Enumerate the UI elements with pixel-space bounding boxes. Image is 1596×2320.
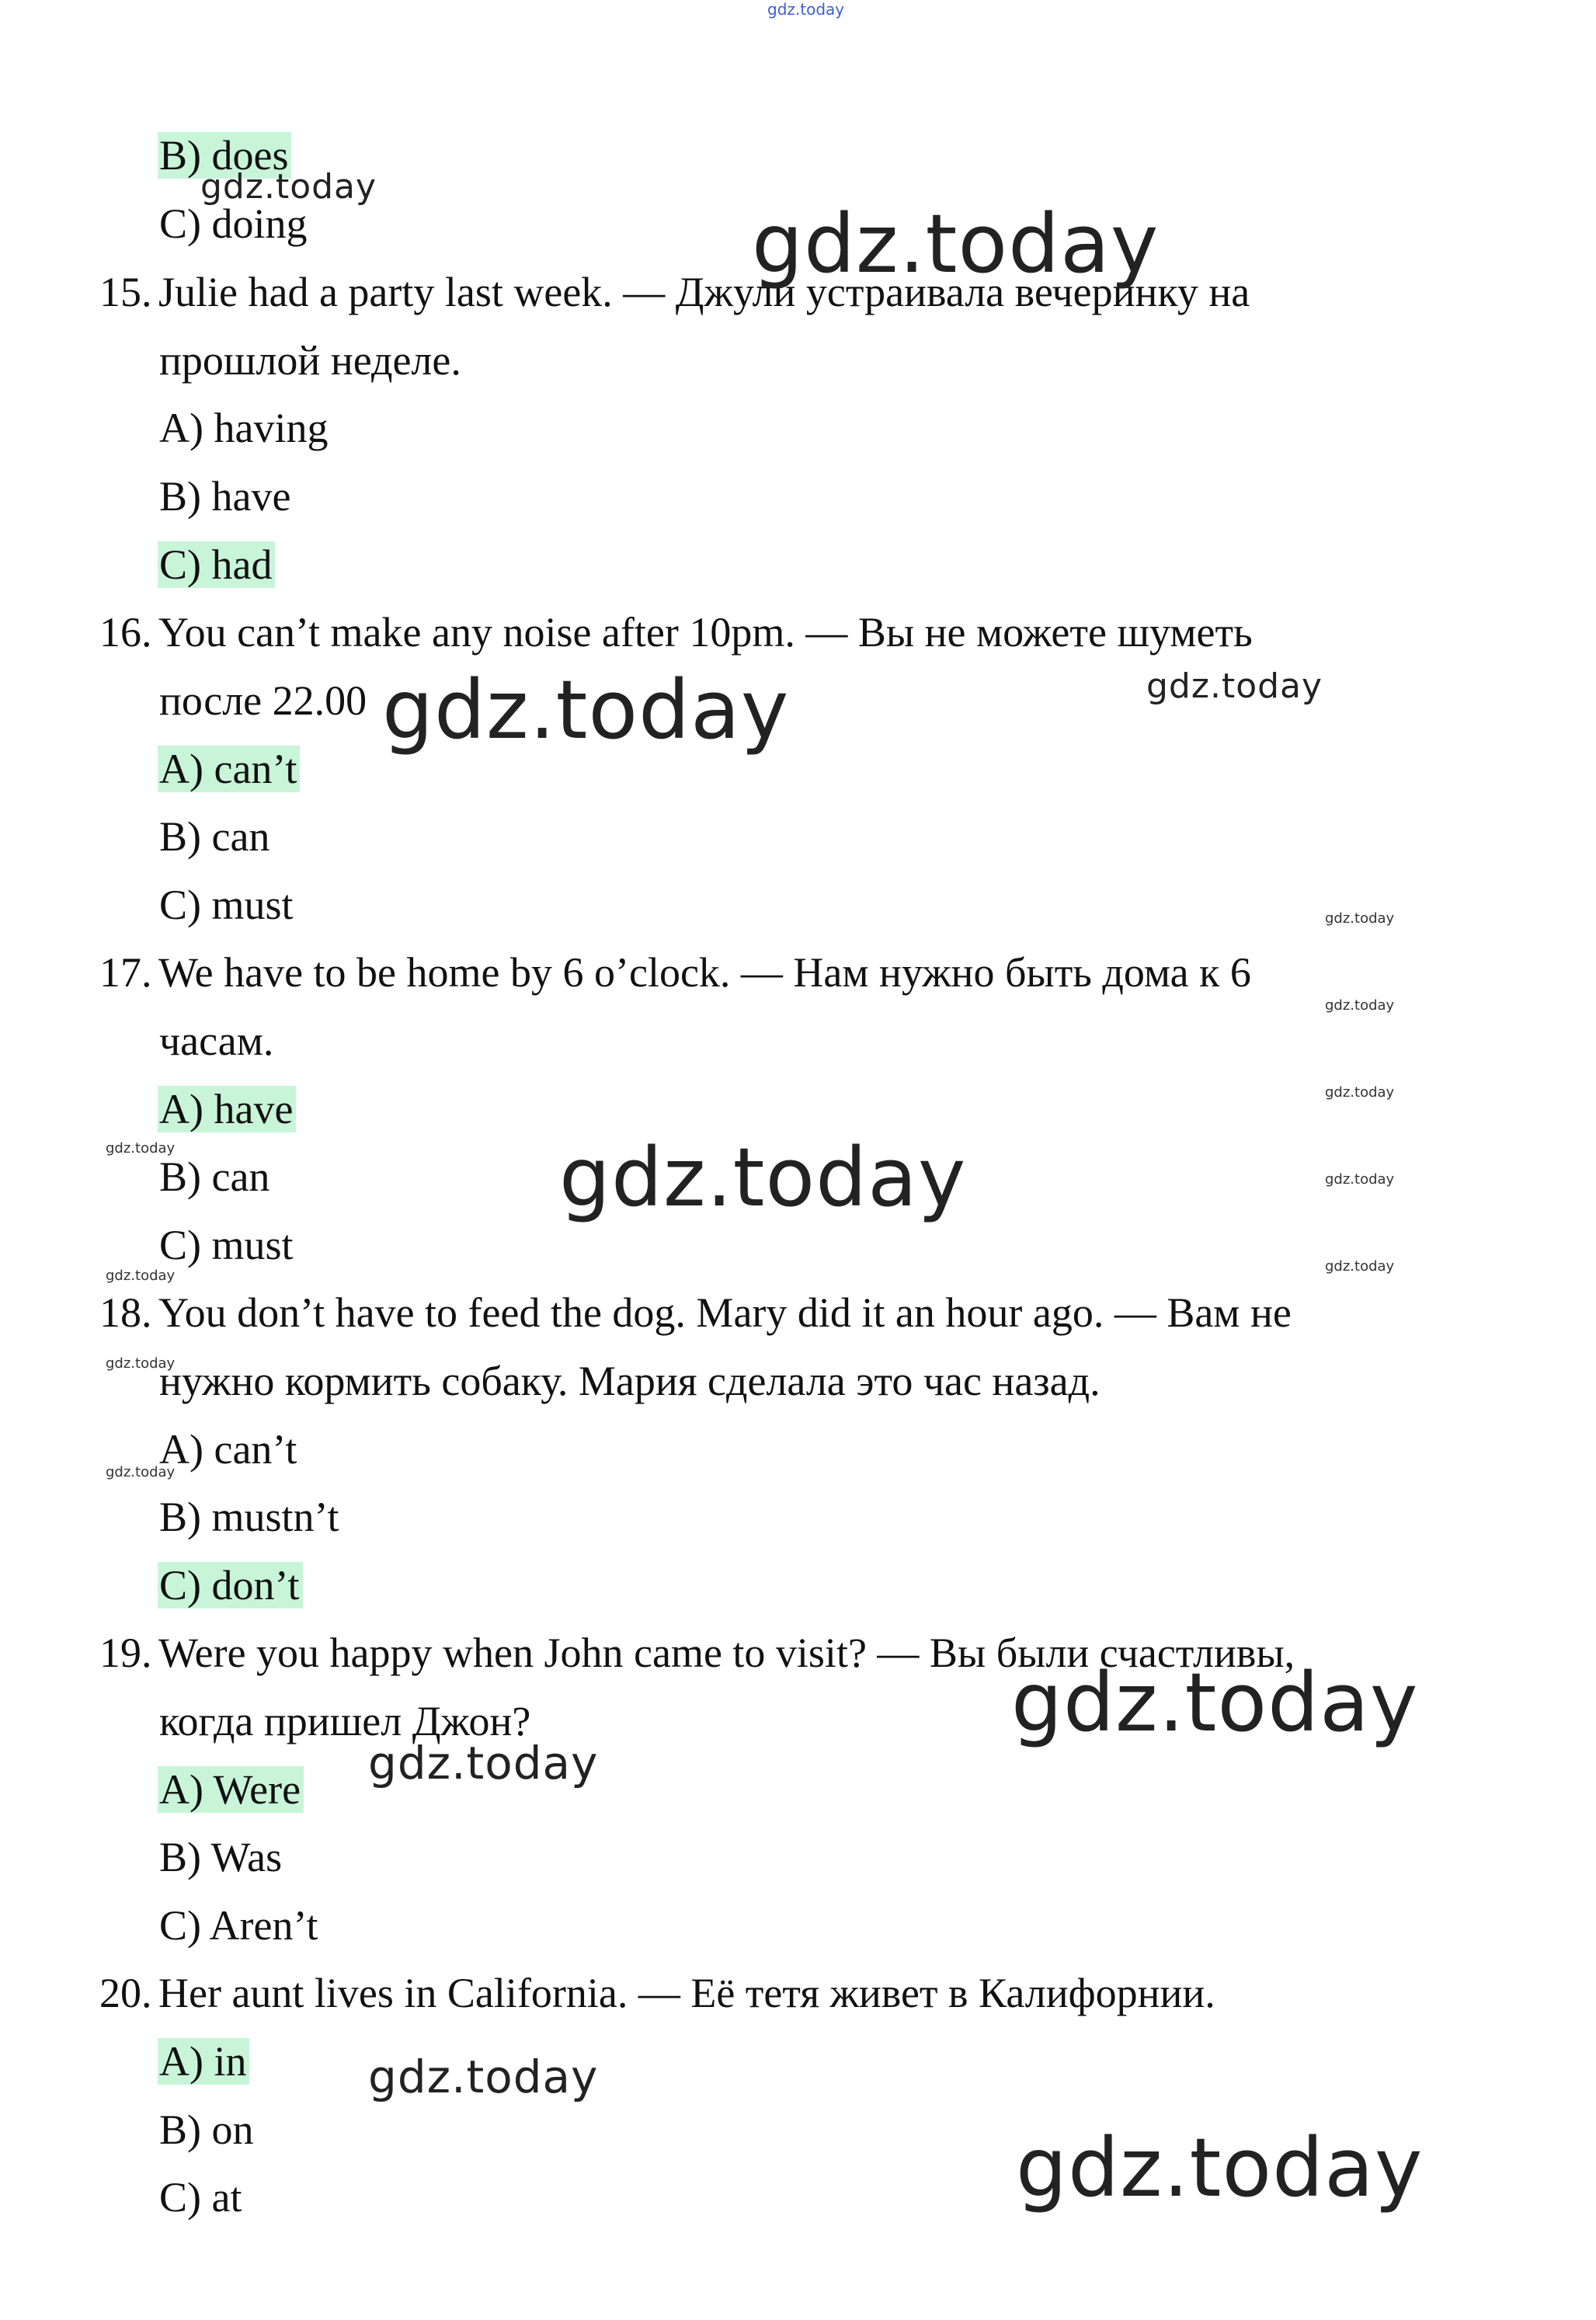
watermark: gdz.today — [106, 1140, 176, 1157]
option-row — [159, 1424, 297, 1475]
question-number: 18. — [99, 1289, 152, 1336]
question-text: You can’t make any noise after 10pm. — Вы не можете шуметь — [158, 609, 1253, 656]
watermark: gdz.today — [368, 1737, 599, 1790]
question-20 — [99, 1967, 1215, 2019]
option-row — [159, 2036, 249, 2087]
watermark: gdz.today — [106, 1355, 176, 1372]
question-18 — [99, 1287, 1292, 1338]
watermark: gdz.today — [382, 663, 790, 757]
question-text-continued: нужно кормить собаку. Мария сделала это час назад. — [159, 1358, 1101, 1404]
question-number: 17. — [99, 949, 152, 996]
correct-option-highlight: B) does — [158, 132, 291, 179]
option-row — [159, 1491, 339, 1543]
option-row — [159, 743, 300, 795]
watermark: gdz.today — [106, 1464, 176, 1480]
option-row — [159, 2104, 254, 2155]
option-row — [159, 1831, 282, 1883]
option-row — [159, 402, 328, 454]
option-row — [159, 471, 290, 522]
watermark: gdz.today — [559, 1130, 967, 1225]
option-row — [159, 1151, 269, 1202]
question-text: You don’t have to feed the dog. Mary did it an hour ago. — Вам не — [158, 1289, 1292, 1336]
watermark: gdz.today — [1325, 997, 1395, 1014]
option-label: C) Aren’t — [159, 1902, 318, 1949]
option-label: B) can — [159, 813, 270, 860]
question-number: 15. — [99, 269, 152, 315]
header-watermark: gdz.today — [767, 0, 845, 19]
option-row — [159, 1900, 318, 1951]
question-17 — [99, 947, 1251, 998]
option-label: A) having — [159, 405, 329, 451]
watermark: gdz.today — [1011, 1655, 1419, 1750]
option-row — [159, 879, 294, 930]
option-label: C) must — [159, 882, 294, 928]
correct-option-highlight: A) in — [158, 2038, 249, 2085]
option-row — [159, 1219, 294, 1271]
option-row — [159, 1560, 303, 1611]
correct-option-highlight: C) had — [158, 541, 275, 588]
watermark: gdz.today — [1325, 1084, 1395, 1101]
option-label: A) can’t — [159, 1426, 297, 1473]
option-row — [159, 539, 275, 590]
question-16 — [99, 607, 1253, 658]
option-row — [159, 2172, 242, 2223]
question-text-continued: часам. — [159, 1017, 274, 1064]
watermark: gdz.today — [368, 2050, 599, 2103]
option-label: B) Was — [159, 1834, 283, 1880]
question-text: Her aunt lives in California. — Её тетя живет в Калифорнии. — [158, 1970, 1215, 2016]
question-text-continued: когда пришел Джон? — [159, 1698, 531, 1744]
question-number: 19. — [99, 1630, 152, 1676]
watermark: gdz.today — [1325, 1258, 1395, 1275]
watermark: gdz.today — [1016, 2120, 1424, 2215]
watermark: gdz.today — [200, 167, 377, 207]
question-number: 20. — [99, 1970, 152, 2016]
option-row — [159, 1764, 304, 1815]
correct-option-highlight: C) don’t — [158, 1562, 303, 1609]
option-label: B) mustn’t — [159, 1494, 339, 1540]
question-text: We have to be home by 6 o’clock. — Нам нужно быть дома к 6 — [158, 949, 1251, 996]
question-text: Were you happy when John came to visit? — Вы были счастливы, — [158, 1630, 1295, 1676]
option-label: B) can — [159, 1153, 270, 1200]
watermark: gdz.today — [1146, 666, 1323, 706]
watermark: gdz.today — [752, 197, 1160, 291]
option-label: C) must — [159, 1222, 294, 1268]
option-label: C) doing — [159, 200, 308, 247]
option-label: C) at — [159, 2174, 242, 2221]
option-label: B) on — [159, 2106, 254, 2153]
option-label: B) have — [159, 473, 291, 520]
option-row — [159, 811, 269, 862]
option-row — [159, 1083, 296, 1135]
correct-option-highlight: A) Were — [158, 1766, 304, 1813]
question-text-continued: прошлой неделе. — [159, 337, 461, 384]
watermark: gdz.today — [1325, 1171, 1395, 1188]
question-text-continued: после 22.00 — [159, 677, 367, 724]
question-number: 16. — [99, 609, 152, 656]
watermark: gdz.today — [106, 1268, 176, 1284]
question-text: Julie had a party last week. — Джули устраивала вечеринку на — [158, 269, 1250, 315]
correct-option-highlight: A) can’t — [158, 746, 300, 792]
watermark: gdz.today — [1325, 910, 1395, 927]
correct-option-highlight: A) have — [158, 1086, 296, 1132]
